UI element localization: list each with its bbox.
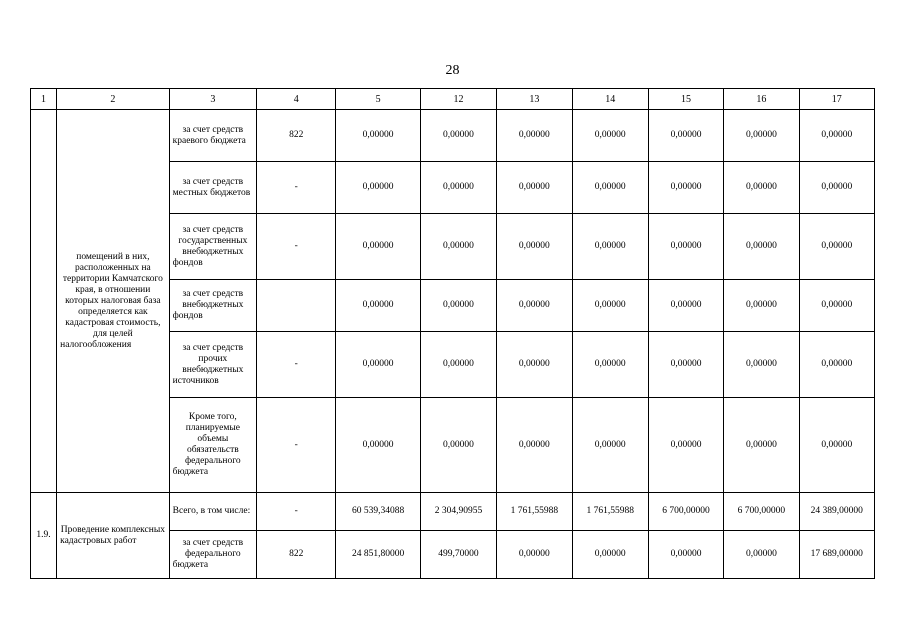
amount-cell: 0,00000 bbox=[724, 280, 799, 332]
funding-source: за счет средств местных бюджетов bbox=[169, 162, 256, 214]
table-row bbox=[31, 110, 875, 162]
amount-cell: 0,00000 bbox=[799, 110, 874, 162]
column-header: 4 bbox=[257, 89, 336, 110]
budget-code: - bbox=[257, 332, 336, 398]
amount-cell: 6 700,00000 bbox=[648, 493, 723, 531]
table-row bbox=[31, 493, 875, 531]
amount-cell: 499,70000 bbox=[420, 531, 496, 579]
amount-cell: 0,00000 bbox=[336, 280, 420, 332]
amount-cell: 0,00000 bbox=[572, 280, 648, 332]
amount-cell: 2 304,90955 bbox=[420, 493, 496, 531]
activity-name: помещений в них, расположенных на территории Камчатского края, в отношении которых налоговая база определяется как кадастровая стоимость, для целей налогообложения bbox=[57, 110, 170, 493]
column-header: 12 bbox=[420, 89, 496, 110]
funding-source: за счет средств краевого бюджета bbox=[169, 110, 256, 162]
funding-source: за счет средств государственных внебюджетных фондов bbox=[169, 214, 256, 280]
amount-cell: 0,00000 bbox=[648, 332, 723, 398]
amount-cell: 60 539,34088 bbox=[336, 493, 420, 531]
amount-cell: 0,00000 bbox=[724, 531, 799, 579]
funding-source: Кроме того, планируемые объемы обязательств федерального бюджета bbox=[169, 398, 256, 493]
amount-cell: 0,00000 bbox=[799, 280, 874, 332]
amount-cell: 0,00000 bbox=[420, 280, 496, 332]
amount-cell: 0,00000 bbox=[648, 110, 723, 162]
amount-cell: 0,00000 bbox=[648, 398, 723, 493]
amount-cell: 17 689,00000 bbox=[799, 531, 874, 579]
activity-name: Проведение комплексных кадастровых работ bbox=[57, 493, 170, 579]
amount-cell: 24 389,00000 bbox=[799, 493, 874, 531]
funding-source: за счет средств прочих внебюджетных источников bbox=[169, 332, 256, 398]
column-header: 17 bbox=[799, 89, 874, 110]
amount-cell: 0,00000 bbox=[336, 162, 420, 214]
amount-cell: 0,00000 bbox=[572, 110, 648, 162]
column-header: 15 bbox=[648, 89, 723, 110]
amount-cell: 1 761,55988 bbox=[497, 493, 572, 531]
amount-cell: 0,00000 bbox=[336, 214, 420, 280]
amount-cell: 0,00000 bbox=[420, 214, 496, 280]
row-index bbox=[31, 110, 57, 493]
amount-cell: 0,00000 bbox=[572, 531, 648, 579]
amount-cell: 0,00000 bbox=[799, 214, 874, 280]
column-header: 3 bbox=[169, 89, 256, 110]
amount-cell: 0,00000 bbox=[572, 214, 648, 280]
amount-cell: 0,00000 bbox=[799, 332, 874, 398]
budget-code: 822 bbox=[257, 110, 336, 162]
header-row bbox=[31, 89, 875, 110]
funding-source: за счет средств федерального бюджета bbox=[169, 531, 256, 579]
budget-code bbox=[257, 280, 336, 332]
amount-cell: 0,00000 bbox=[420, 110, 496, 162]
amount-cell: 0,00000 bbox=[336, 398, 420, 493]
amount-cell: 0,00000 bbox=[724, 110, 799, 162]
amount-cell: 0,00000 bbox=[497, 332, 572, 398]
amount-cell: 6 700,00000 bbox=[724, 493, 799, 531]
column-header: 1 bbox=[31, 89, 57, 110]
amount-cell: 0,00000 bbox=[799, 398, 874, 493]
amount-cell: 0,00000 bbox=[724, 332, 799, 398]
amount-cell: 0,00000 bbox=[336, 332, 420, 398]
budget-code: 822 bbox=[257, 531, 336, 579]
amount-cell: 0,00000 bbox=[497, 110, 572, 162]
column-header: 5 bbox=[336, 89, 420, 110]
column-header: 16 bbox=[724, 89, 799, 110]
amount-cell: 0,00000 bbox=[724, 214, 799, 280]
column-header: 13 bbox=[497, 89, 572, 110]
amount-cell: 0,00000 bbox=[336, 110, 420, 162]
row-index: 1.9. bbox=[31, 493, 57, 579]
amount-cell: 0,00000 bbox=[724, 162, 799, 214]
amount-cell: 0,00000 bbox=[572, 332, 648, 398]
column-header: 2 bbox=[57, 89, 170, 110]
amount-cell: 0,00000 bbox=[648, 531, 723, 579]
amount-cell: 0,00000 bbox=[497, 531, 572, 579]
amount-cell: 0,00000 bbox=[648, 162, 723, 214]
page-number: 28 bbox=[445, 63, 460, 78]
amount-cell: 0,00000 bbox=[420, 162, 496, 214]
amount-cell: 0,00000 bbox=[572, 398, 648, 493]
budget-code: - bbox=[257, 398, 336, 493]
budget-code: - bbox=[257, 493, 336, 531]
funding-source: за счет средств внебюджетных фондов bbox=[169, 280, 256, 332]
amount-cell: 0,00000 bbox=[420, 398, 496, 493]
budget-code: - bbox=[257, 214, 336, 280]
amount-cell: 0,00000 bbox=[572, 162, 648, 214]
amount-cell: 0,00000 bbox=[497, 280, 572, 332]
amount-cell: 1 761,55988 bbox=[572, 493, 648, 531]
column-header: 14 bbox=[572, 89, 648, 110]
amount-cell: 0,00000 bbox=[420, 332, 496, 398]
funding-source: Всего, в том числе: bbox=[169, 493, 256, 531]
amount-cell: 0,00000 bbox=[799, 162, 874, 214]
amount-cell: 24 851,80000 bbox=[336, 531, 420, 579]
amount-cell: 0,00000 bbox=[724, 398, 799, 493]
amount-cell: 0,00000 bbox=[497, 162, 572, 214]
budget-table bbox=[30, 88, 875, 579]
budget-code: - bbox=[257, 162, 336, 214]
amount-cell: 0,00000 bbox=[497, 214, 572, 280]
amount-cell: 0,00000 bbox=[648, 214, 723, 280]
amount-cell: 0,00000 bbox=[497, 398, 572, 493]
amount-cell: 0,00000 bbox=[648, 280, 723, 332]
